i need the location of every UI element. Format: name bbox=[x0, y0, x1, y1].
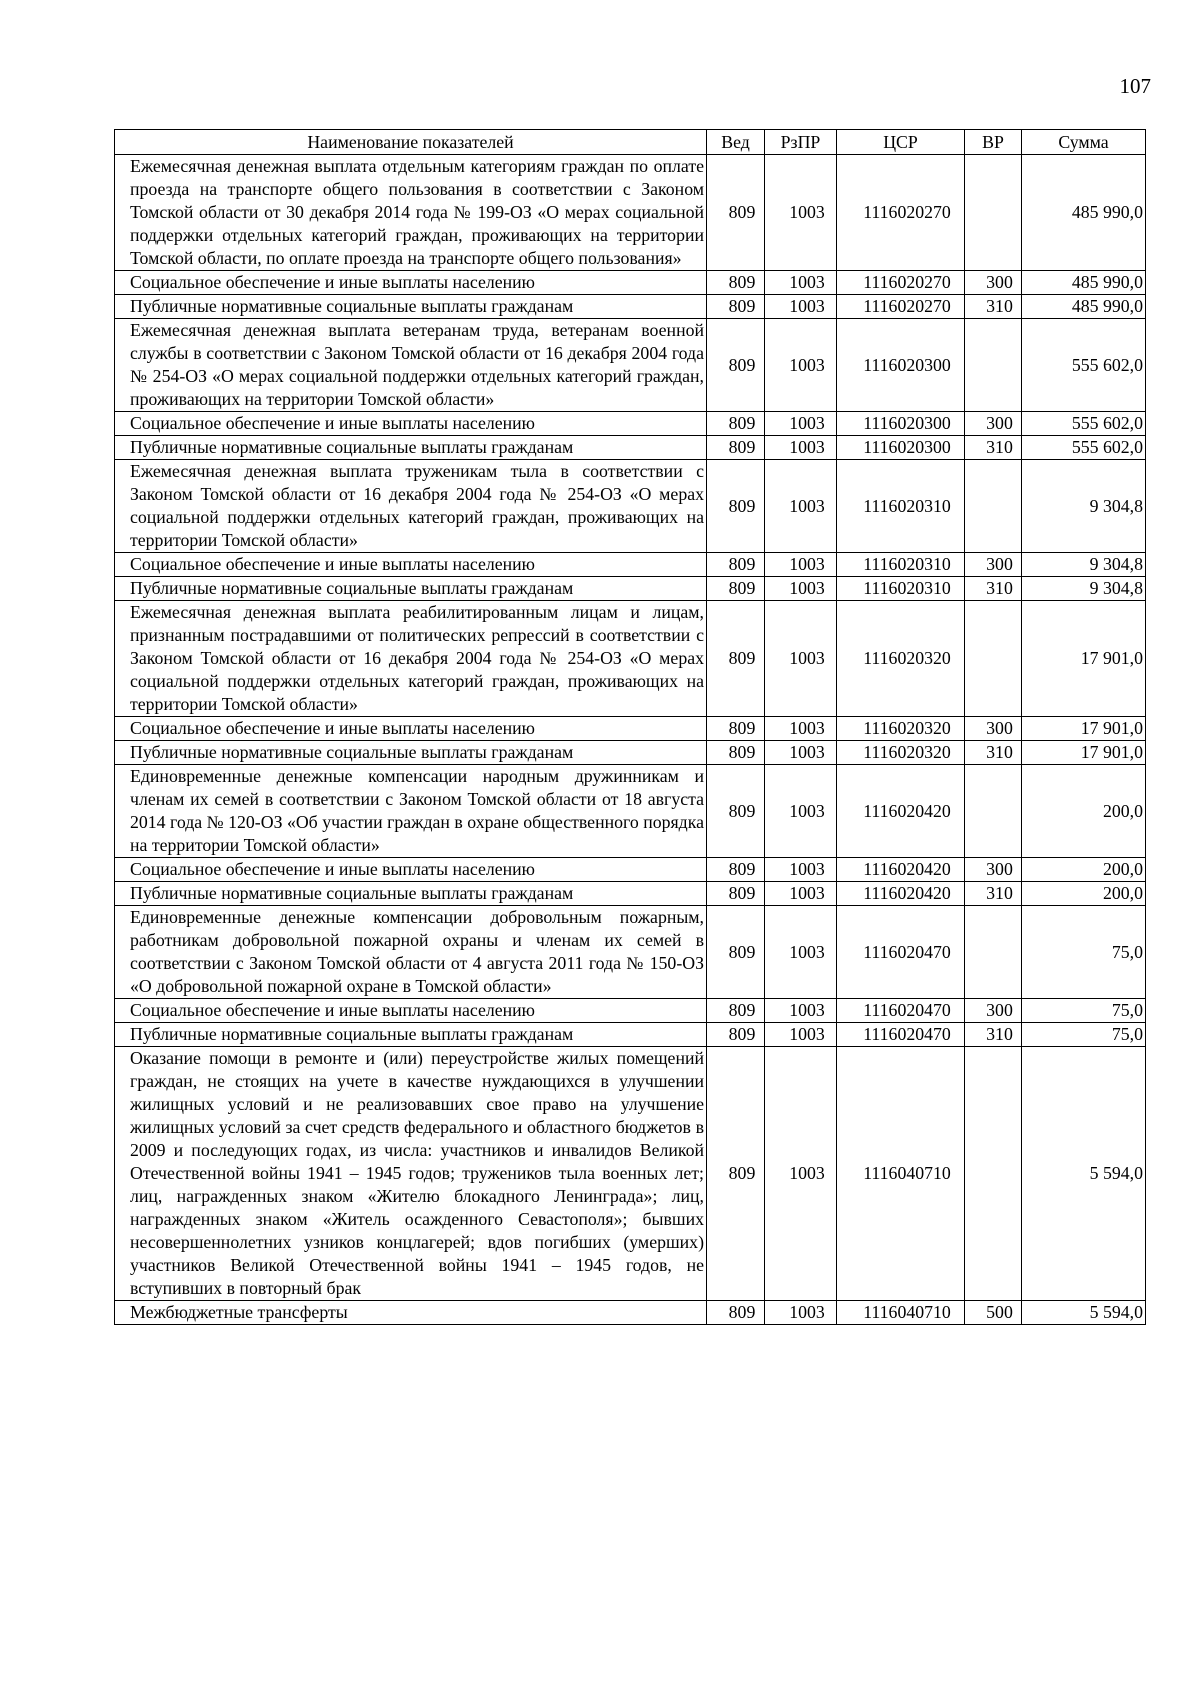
table-row bbox=[115, 412, 1146, 436]
row-csr: 1116020270 bbox=[837, 155, 965, 271]
row-name: Социальное обеспечение и иные выплаты населению bbox=[115, 412, 707, 436]
table-row bbox=[115, 155, 1146, 271]
row-sum: 17 901,0 bbox=[1022, 717, 1146, 741]
row-name: Социальное обеспечение и иные выплаты населению bbox=[115, 999, 707, 1023]
row-ved: 809 bbox=[707, 882, 765, 906]
row-rzpr: 1003 bbox=[765, 436, 837, 460]
row-csr: 1116040710 bbox=[837, 1047, 965, 1301]
row-rzpr: 1003 bbox=[765, 1047, 837, 1301]
row-ved: 809 bbox=[707, 717, 765, 741]
budget-table bbox=[114, 129, 1146, 1325]
row-sum: 75,0 bbox=[1022, 999, 1146, 1023]
row-name: Публичные нормативные социальные выплаты гражданам bbox=[115, 295, 707, 319]
row-rzpr: 1003 bbox=[765, 577, 837, 601]
table-row bbox=[115, 319, 1146, 412]
row-ved: 809 bbox=[707, 436, 765, 460]
row-name: Публичные нормативные социальные выплаты гражданам bbox=[115, 436, 707, 460]
row-name: Социальное обеспечение и иные выплаты населению bbox=[115, 717, 707, 741]
row-sum: 555 602,0 bbox=[1022, 436, 1146, 460]
row-rzpr: 1003 bbox=[765, 765, 837, 858]
row-vr: 310 bbox=[965, 741, 1022, 765]
row-vr bbox=[965, 601, 1022, 717]
header-sum: Сумма bbox=[1022, 130, 1146, 155]
row-name: Публичные нормативные социальные выплаты гражданам bbox=[115, 741, 707, 765]
row-csr: 1116020300 bbox=[837, 412, 965, 436]
row-ved: 809 bbox=[707, 765, 765, 858]
row-csr: 1116020310 bbox=[837, 460, 965, 553]
row-vr: 300 bbox=[965, 999, 1022, 1023]
row-name: Публичные нормативные социальные выплаты гражданам bbox=[115, 1023, 707, 1047]
row-ved: 809 bbox=[707, 155, 765, 271]
row-sum: 9 304,8 bbox=[1022, 553, 1146, 577]
table-row bbox=[115, 1047, 1146, 1301]
row-csr: 1116020300 bbox=[837, 436, 965, 460]
row-csr: 1116020270 bbox=[837, 295, 965, 319]
page-number: 107 bbox=[1119, 74, 1151, 98]
table-row bbox=[115, 601, 1146, 717]
row-vr: 300 bbox=[965, 271, 1022, 295]
header-rzpr: РзПР bbox=[765, 130, 837, 155]
row-sum: 75,0 bbox=[1022, 906, 1146, 999]
row-vr bbox=[965, 319, 1022, 412]
row-sum: 485 990,0 bbox=[1022, 155, 1146, 271]
row-rzpr: 1003 bbox=[765, 999, 837, 1023]
row-csr: 1116020470 bbox=[837, 999, 965, 1023]
row-name: Публичные нормативные социальные выплаты гражданам bbox=[115, 577, 707, 601]
row-name: Единовременные денежные компенсации народным дружинникам и членам их семей в соответствии с Законом Томской области от 18 августа 2014 года № 120-ОЗ «Об участии граждан в охране общественного порядка на территории Томской области» bbox=[115, 765, 707, 858]
row-vr: 300 bbox=[965, 412, 1022, 436]
row-name: Социальное обеспечение и иные выплаты населению bbox=[115, 858, 707, 882]
table-header-row bbox=[115, 130, 1146, 155]
row-csr: 1116020300 bbox=[837, 319, 965, 412]
row-sum: 5 594,0 bbox=[1022, 1047, 1146, 1301]
row-sum: 200,0 bbox=[1022, 765, 1146, 858]
row-vr: 300 bbox=[965, 553, 1022, 577]
row-rzpr: 1003 bbox=[765, 460, 837, 553]
row-vr: 310 bbox=[965, 1023, 1022, 1047]
row-sum: 555 602,0 bbox=[1022, 412, 1146, 436]
row-ved: 809 bbox=[707, 858, 765, 882]
row-name: Ежемесячная денежная выплата реабилитированным лицам и лицам, признанным пострадавшими от политических репрессий в соответствии с Законом Томской области от 16 декабря 2004 года № 254-ОЗ «О мерах социальной поддержки отдельных категорий граждан, проживающих на территории Томской области» bbox=[115, 601, 707, 717]
row-sum: 200,0 bbox=[1022, 882, 1146, 906]
row-rzpr: 1003 bbox=[765, 717, 837, 741]
row-name: Ежемесячная денежная выплата отдельным категориям граждан по оплате проезда на транспорте общего пользования в соответствии с Законом Томской области от 30 декабря 2014 года № 199-ОЗ «О мерах социальной поддержки отдельных категорий граждан, проживающих на территории Томской области, по оплате проезда на транспорте общего пользования» bbox=[115, 155, 707, 271]
table-row bbox=[115, 295, 1146, 319]
row-sum: 485 990,0 bbox=[1022, 295, 1146, 319]
row-vr bbox=[965, 1047, 1022, 1301]
table-row bbox=[115, 577, 1146, 601]
table-row bbox=[115, 1023, 1146, 1047]
table-row bbox=[115, 906, 1146, 999]
row-ved: 809 bbox=[707, 577, 765, 601]
row-sum: 200,0 bbox=[1022, 858, 1146, 882]
row-vr bbox=[965, 155, 1022, 271]
table-row bbox=[115, 553, 1146, 577]
row-sum: 485 990,0 bbox=[1022, 271, 1146, 295]
row-rzpr: 1003 bbox=[765, 1023, 837, 1047]
row-name: Ежемесячная денежная выплата труженикам тыла в соответствии с Законом Томской области от 16 декабря 2004 года № 254-ОЗ «О мерах социальной поддержки отдельных категорий граждан, проживающих на территории Томской области» bbox=[115, 460, 707, 553]
row-name: Ежемесячная денежная выплата ветеранам труда, ветеранам военной службы в соответствии с Законом Томской области от 16 декабря 2004 года № 254-ОЗ «О мерах социальной поддержки отдельных категорий граждан, проживающих на территории Томской области» bbox=[115, 319, 707, 412]
row-vr: 310 bbox=[965, 577, 1022, 601]
row-ved: 809 bbox=[707, 271, 765, 295]
row-csr: 1116020320 bbox=[837, 717, 965, 741]
row-ved: 809 bbox=[707, 1047, 765, 1301]
row-name: Социальное обеспечение и иные выплаты населению bbox=[115, 271, 707, 295]
table-row bbox=[115, 858, 1146, 882]
row-rzpr: 1003 bbox=[765, 741, 837, 765]
row-rzpr: 1003 bbox=[765, 858, 837, 882]
row-vr: 300 bbox=[965, 717, 1022, 741]
row-rzpr: 1003 bbox=[765, 601, 837, 717]
row-rzpr: 1003 bbox=[765, 412, 837, 436]
row-name: Публичные нормативные социальные выплаты гражданам bbox=[115, 882, 707, 906]
row-rzpr: 1003 bbox=[765, 553, 837, 577]
table-row bbox=[115, 436, 1146, 460]
table-row bbox=[115, 1301, 1146, 1325]
row-ved: 809 bbox=[707, 460, 765, 553]
row-sum: 9 304,8 bbox=[1022, 460, 1146, 553]
header-name: Наименование показателей bbox=[115, 130, 707, 155]
row-csr: 1116020420 bbox=[837, 882, 965, 906]
row-vr: 500 bbox=[965, 1301, 1022, 1325]
row-rzpr: 1003 bbox=[765, 295, 837, 319]
row-vr: 310 bbox=[965, 295, 1022, 319]
row-vr bbox=[965, 460, 1022, 553]
row-csr: 1116020270 bbox=[837, 271, 965, 295]
table-row bbox=[115, 765, 1146, 858]
row-ved: 809 bbox=[707, 601, 765, 717]
row-ved: 809 bbox=[707, 906, 765, 999]
row-name: Единовременные денежные компенсации добровольным пожарным, работникам добровольной пожарной охраны и членам их семей в соответствии с Законом Томской области от 4 августа 2011 года № 150-ОЗ «О добровольной пожарной охране в Томской области» bbox=[115, 906, 707, 999]
row-rzpr: 1003 bbox=[765, 1301, 837, 1325]
row-ved: 809 bbox=[707, 741, 765, 765]
row-rzpr: 1003 bbox=[765, 882, 837, 906]
header-csr: ЦСР bbox=[837, 130, 965, 155]
row-ved: 809 bbox=[707, 412, 765, 436]
row-ved: 809 bbox=[707, 1301, 765, 1325]
row-csr: 1116020320 bbox=[837, 601, 965, 717]
row-csr: 1116020420 bbox=[837, 765, 965, 858]
table-row bbox=[115, 999, 1146, 1023]
row-csr: 1116040710 bbox=[837, 1301, 965, 1325]
row-name: Оказание помощи в ремонте и (или) переустройстве жилых помещений граждан, не стоящих на учете в качестве нуждающихся в улучшении жилищных условий и не реализовавших свое право на улучшение жилищных условий за счет средств федерального и областного бюджетов в 2009 и последующих годах, из числа: участников и инвалидов Великой Отечественной войны 1941 – 1945 годов; тружеников тыла военных лет; лиц, награжденных знаком «Жителю блокадного Ленинграда»; лиц, награжденных знаком «Житель осажденного Севастополя»; бывших несовершеннолетних узников концлагерей; вдов погибших (умерших) участников Великой Отечественной войны 1941 – 1945 годов, не вступивших в повторный брак bbox=[115, 1047, 707, 1301]
row-rzpr: 1003 bbox=[765, 271, 837, 295]
row-sum: 17 901,0 bbox=[1022, 601, 1146, 717]
row-sum: 17 901,0 bbox=[1022, 741, 1146, 765]
header-ved: Вед bbox=[707, 130, 765, 155]
row-rzpr: 1003 bbox=[765, 155, 837, 271]
row-ved: 809 bbox=[707, 295, 765, 319]
row-csr: 1116020470 bbox=[837, 1023, 965, 1047]
table-row bbox=[115, 460, 1146, 553]
row-vr: 310 bbox=[965, 882, 1022, 906]
row-sum: 5 594,0 bbox=[1022, 1301, 1146, 1325]
row-ved: 809 bbox=[707, 319, 765, 412]
row-rzpr: 1003 bbox=[765, 319, 837, 412]
row-csr: 1116020470 bbox=[837, 906, 965, 999]
row-sum: 9 304,8 bbox=[1022, 577, 1146, 601]
row-vr: 300 bbox=[965, 858, 1022, 882]
row-ved: 809 bbox=[707, 1023, 765, 1047]
row-csr: 1116020420 bbox=[837, 858, 965, 882]
row-ved: 809 bbox=[707, 999, 765, 1023]
row-name: Социальное обеспечение и иные выплаты населению bbox=[115, 553, 707, 577]
table-row bbox=[115, 717, 1146, 741]
row-vr bbox=[965, 765, 1022, 858]
row-csr: 1116020310 bbox=[837, 577, 965, 601]
row-vr: 310 bbox=[965, 436, 1022, 460]
table-row bbox=[115, 271, 1146, 295]
row-sum: 75,0 bbox=[1022, 1023, 1146, 1047]
row-vr bbox=[965, 906, 1022, 999]
header-vr: ВР bbox=[965, 130, 1022, 155]
row-ved: 809 bbox=[707, 553, 765, 577]
table-row bbox=[115, 882, 1146, 906]
row-csr: 1116020320 bbox=[837, 741, 965, 765]
row-sum: 555 602,0 bbox=[1022, 319, 1146, 412]
row-rzpr: 1003 bbox=[765, 906, 837, 999]
row-name: Межбюджетные трансферты bbox=[115, 1301, 707, 1325]
row-csr: 1116020310 bbox=[837, 553, 965, 577]
table-row bbox=[115, 741, 1146, 765]
